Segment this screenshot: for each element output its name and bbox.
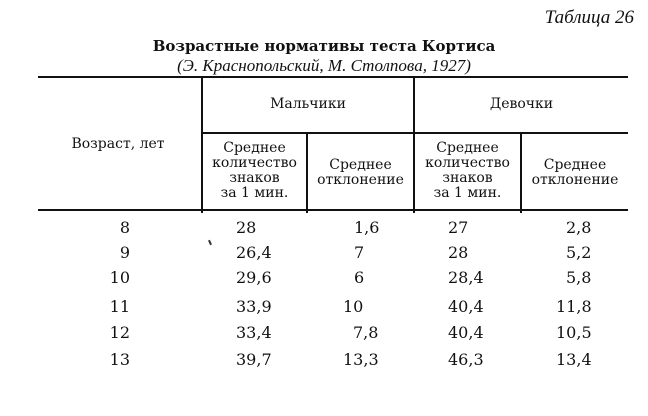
girls-deviation-cell: 5,2 bbox=[566, 243, 592, 262]
header-line: за 1 мин. bbox=[220, 185, 289, 201]
girls-deviation-cell: 2,8 bbox=[566, 218, 592, 237]
girls-deviation-cell: 5,8 bbox=[566, 268, 592, 287]
boys-deviation-cell: 10 bbox=[343, 297, 364, 316]
girls-mean-cell: 40,4 bbox=[448, 323, 484, 342]
girls-mean-cell: 46,3 bbox=[448, 350, 484, 369]
header-line: знаков bbox=[229, 170, 280, 186]
boys-mean-cell: 33,9 bbox=[236, 297, 272, 316]
age-cell: 8 bbox=[119, 218, 130, 237]
header-line: за 1 мин. bbox=[433, 185, 502, 201]
header-age: Возраст, лет bbox=[71, 136, 165, 152]
boys-mean-cell: 26,4 bbox=[236, 243, 272, 262]
header-girls-deviation bbox=[522, 158, 628, 188]
girls-mean-cell: 28 bbox=[448, 243, 469, 262]
age-cell: 13 bbox=[109, 350, 130, 369]
top-rule bbox=[38, 76, 628, 78]
boys-mean-cell: 29,6 bbox=[236, 268, 272, 287]
boys-deviation-cell: 1,6 bbox=[354, 218, 380, 237]
age-cell: 12 bbox=[109, 323, 130, 342]
header-rule bbox=[38, 209, 628, 211]
header-boys-mean bbox=[203, 141, 306, 201]
header-line: отклонение bbox=[317, 172, 404, 188]
print-mark bbox=[208, 240, 212, 245]
header-girls-mean bbox=[415, 141, 520, 201]
header-line: знаков bbox=[442, 170, 493, 186]
girls-mean-cell: 27 bbox=[448, 218, 469, 237]
header-line: Среднее bbox=[436, 140, 499, 156]
header-girls: Девочки bbox=[489, 96, 554, 112]
table-title: Возрастные нормативы теста Кортиса bbox=[152, 37, 496, 55]
girls-deviation-cell: 11,8 bbox=[556, 297, 592, 316]
header-boys: Мальчики bbox=[270, 96, 346, 112]
header-line: количество bbox=[212, 155, 297, 171]
boys-deviation-cell: 7,8 bbox=[353, 323, 379, 342]
boys-deviation-cell: 6 bbox=[354, 268, 365, 287]
boys-deviation-cell: 13,3 bbox=[343, 350, 379, 369]
girls-mean-cell: 28,4 bbox=[448, 268, 484, 287]
boys-mean-cell: 28 bbox=[236, 218, 257, 237]
header-line: Среднее bbox=[223, 140, 286, 156]
table-number: Таблица 26 bbox=[544, 7, 634, 28]
header-line: отклонение bbox=[531, 172, 619, 188]
girls-mean-cell: 40,4 bbox=[448, 297, 484, 316]
age-cell: 10 bbox=[109, 268, 130, 287]
header-line: количество bbox=[425, 155, 510, 171]
header-line: Среднее bbox=[329, 157, 392, 173]
boys-mean-cell: 33,4 bbox=[236, 323, 272, 342]
girls-deviation-cell: 10,5 bbox=[556, 323, 592, 342]
age-cell: 11 bbox=[109, 297, 130, 316]
header-boys-deviation bbox=[308, 158, 413, 188]
age-cell: 9 bbox=[119, 243, 130, 262]
boys-mean-cell: 39,7 bbox=[236, 350, 272, 369]
boys-deviation-cell: 7 bbox=[354, 243, 365, 262]
girls-deviation-cell: 13,4 bbox=[556, 350, 592, 369]
table-subtitle: (Э. Краснопольский, М. Столпова, 1927) bbox=[177, 56, 471, 75]
header-line: Среднее bbox=[543, 157, 607, 173]
